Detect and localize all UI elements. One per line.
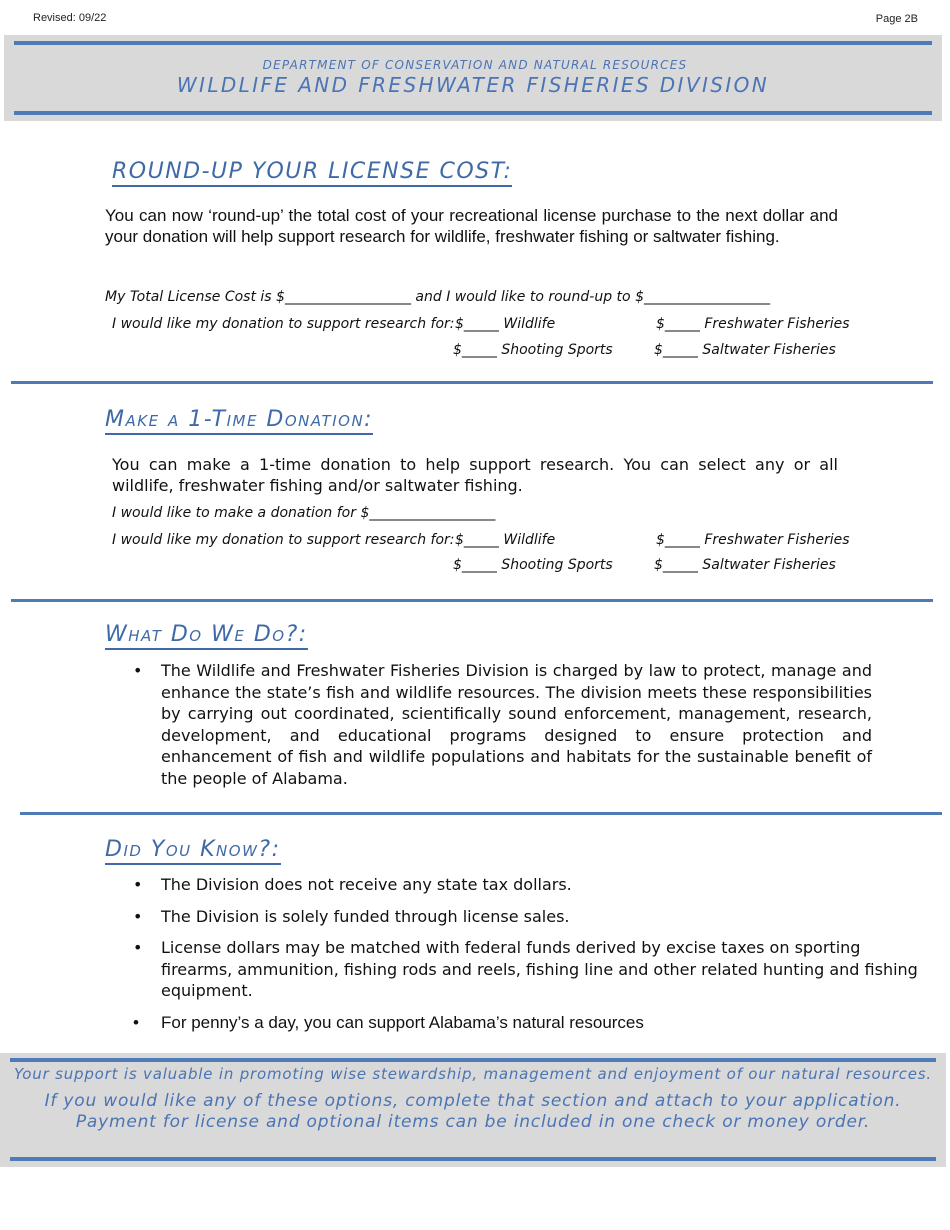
page-number: Page 2B (875, 13, 918, 25)
section-divider (20, 812, 942, 815)
header-bottom-rule (14, 111, 932, 115)
donation-option-shooting[interactable]: $_____ Shooting Sports (453, 557, 613, 573)
donation-title: Make a 1-Time Donation: (105, 406, 373, 435)
footer-line-1: Your support is valuable in promoting wise stewardship, management and enjoyment of our natural resources. (13, 1065, 932, 1083)
header-top-rule (14, 41, 932, 45)
didyouknow-item-text: The Division does not receive any state tax dollars. (161, 875, 572, 894)
section-divider (11, 381, 933, 384)
bullet-icon: • (133, 906, 143, 926)
roundup-total-line[interactable]: My Total License Cost is $__________________ and I would like to round-up to $__________________ (105, 289, 770, 305)
roundup-option-freshwater[interactable]: $_____ Freshwater Fisheries (656, 316, 850, 332)
roundup-support-label: I would like my donation to support research for: (112, 316, 455, 332)
donation-text: You can make a 1-time donation to help support research. You can select any or all wildlife, freshwater fishing and/or saltwater fishing. (112, 455, 838, 495)
bullet-icon: • (133, 938, 143, 957)
list-item (105, 660, 872, 789)
list-item (105, 937, 931, 1002)
bullet-icon: • (133, 875, 143, 894)
whatwedo-list (105, 660, 872, 789)
roundup-option-wildlife[interactable]: $_____ Wildlife (455, 316, 556, 332)
footer-bottom-rule (10, 1157, 936, 1161)
donation-option-saltwater[interactable]: $_____ Saltwater Fisheries (654, 557, 836, 573)
roundup-title: ROUND-UP YOUR LICENSE COST: (112, 158, 512, 187)
department-name: DEPARTMENT OF CONSERVATION AND NATURAL RESOURCES (262, 58, 688, 72)
whatwedo-title: What Do We Do?: (105, 621, 308, 650)
footer-top-rule (10, 1058, 936, 1062)
donation-option-wildlife[interactable]: $_____ Wildlife (455, 532, 556, 548)
whatwedo-text: The Wildlife and Freshwater Fisheries Division is charged by law to protect, manage and enhance the state’s fish and wildlife resources. The division meets these responsibilities by carrying out coordinated, scientifically sound enforcement, management, research, development, and educational programs designed to ensure protection and enhancement of fish and wildlife populations and habitats for the sustainable benefit of the people of Alabama. (161, 661, 872, 788)
list-item (105, 1012, 931, 1034)
section-divider (11, 599, 933, 602)
footer-line-3: Payment for license and optional items can be included in one check or money order. (75, 1112, 871, 1132)
donation-support-label: I would like my donation to support research for: (112, 532, 455, 548)
didyouknow-item-text: License dollars may be matched with federal funds derived by excise taxes on sporting firearms, ammunition, fishing rods and reels, fishing line and other related hunting and fishing equipment. (161, 938, 918, 1000)
didyouknow-item-text: For penny’s a day, you can support Alabama’s natural resources (161, 1012, 644, 1032)
list-item (105, 874, 931, 896)
roundup-text: You can now ‘round-up’ the total cost of your recreational license purchase to the next dollar and your donation will help support research for wildlife, freshwater fishing or saltwater fishing. (105, 206, 838, 246)
division-name: WILDLIFE AND FRESHWATER FISHERIES DIVISION (176, 73, 770, 97)
roundup-option-shooting[interactable]: $_____ Shooting Sports (453, 342, 613, 358)
roundup-option-saltwater[interactable]: $_____ Saltwater Fisheries (654, 342, 836, 358)
didyouknow-list (105, 874, 931, 1033)
didyouknow-title: Did You Know?: (105, 836, 281, 865)
didyouknow-item-text: The Division is solely funded through license sales. (161, 906, 570, 926)
bullet-icon: • (133, 1012, 139, 1032)
list-item (105, 906, 931, 928)
revised-date: Revised: 09/22 (33, 12, 107, 24)
footer-line-2: If you would like any of these options, complete that section and attach to your application. (44, 1091, 902, 1111)
bullet-icon: • (133, 661, 143, 680)
donation-option-freshwater[interactable]: $_____ Freshwater Fisheries (656, 532, 850, 548)
donation-amount-line[interactable]: I would like to make a donation for $__________________ (112, 505, 496, 521)
